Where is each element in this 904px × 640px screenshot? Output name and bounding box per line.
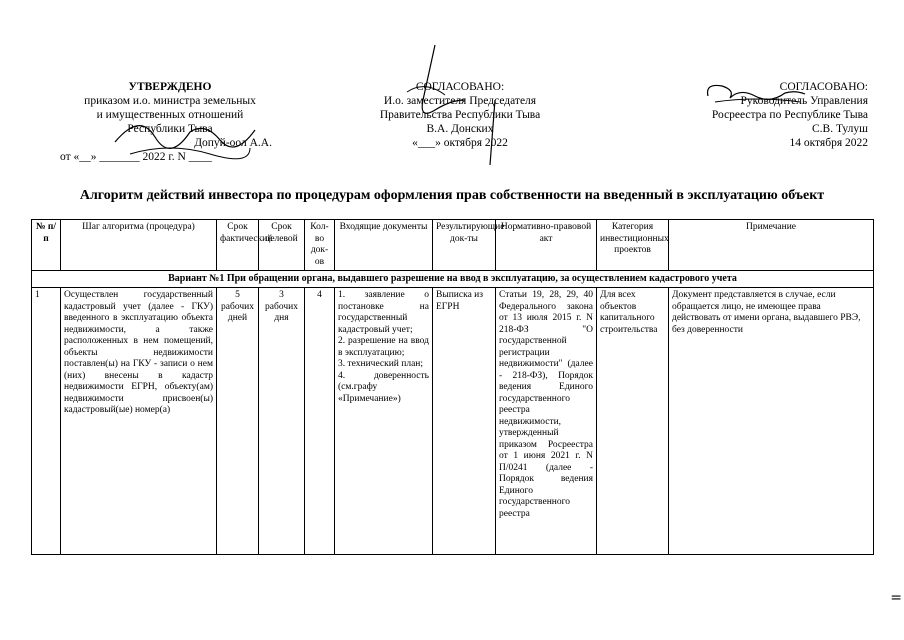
approval-middle-line: «___» октября 2022 [412,137,508,149]
approval-left-heading: УТВЕРЖДЕНО [128,81,212,93]
approval-middle-line: Правительства Республики Тыва [379,109,541,121]
header-cell: Входящие документы [335,220,433,271]
approval-left-line: и имущественных отношений [96,109,244,121]
cell-count: 4 [305,288,335,555]
approval-middle-line: И.о. заместителя Председателя [383,95,537,107]
approval-left-line: приказом и.о. министра земельных [84,95,256,107]
approval-left-line: от «__» _______ 2022 г. N ____ [60,151,212,163]
cell-category: Для всех объектов капитального строительства [597,288,669,555]
approval-left-line: Республики Тыва [127,123,213,135]
header-cell: Срок фактический [217,220,259,271]
header-cell: Срок целевой [259,220,305,271]
table-row [32,288,874,555]
cell-docs [335,288,433,555]
header-cell: Шаг алгоритма (процедура) [61,220,217,271]
doc-item: 2. разрешение на ввод в эксплуатацию; [338,336,429,358]
cell-actual: 5 рабочих дней [217,288,259,555]
doc-item: 1. заявление о постановке на государственный кадастровый учет; [338,290,429,335]
header-cell: Результирующие док-ты [433,220,496,271]
variant-label: Вариант №1 При обращении органа, выдавшего разрешение на ввод в эксплуатацию, за осуществлением кадастрового учета [32,271,874,288]
header-cell: Кол-во док-ов [305,220,335,271]
header-cell: Примечание [669,220,874,271]
approval-left-line: Допуй-оол А.А. [194,137,272,149]
signature-left [110,102,260,162]
approval-right-line: С.В. Тулуш [811,123,868,135]
doc-item: 3. технический план; [338,359,424,369]
page-edge-mark: = [890,590,902,606]
cell-result: Выписка из ЕГРН [433,288,496,555]
header-cell: № п/п [32,220,61,271]
signature-right [700,78,810,108]
approval-right-line: Руководитель Управления [740,95,868,107]
algorithm-table [31,219,874,555]
cell-target: 3 рабочих дня [259,288,305,555]
cell-num: 1 [32,288,61,555]
cell-note: Документ представляется в случае, если обращается лицо, не имеющее права действовать от имени органа, выдавшего РВЭ, без доверенности [669,288,874,555]
variant-row [32,271,874,288]
table-header-row [32,220,874,271]
header-cell: Категория инвестиционных проектов [597,220,669,271]
cell-law: Статьи 19, 28, 29, 40 Федерального закона от 13 июля 2015 г. N 218-ФЗ "О государственной регистрации недвижимости" (далее - 218-ФЗ), Порядок ведения Единого государственного реестра недвижимости, утвержденный приказом Росреестра от 1 июня 2021 г. N П/0241 (далее - Порядок ведения Единого государственного реестра [496,288,597,555]
signature-middle [395,40,535,170]
header-cell: Нормативно-правовой акт [496,220,597,271]
approval-middle-heading: СОГЛАСОВАНО: [415,81,505,93]
cell-step: Осуществлен государственный кадастровый учет (далее - ГКУ) введенного в эксплуатацию объекта недвижимости, а также расположенных в нем помещений, объекты недвижимости поставлен(ы) на ГКУ - записи о нем (них) внесены в кадастр недвижимости ЕГРН, объекту(ам) недвижимости присвоен(ы) кадастровый(ые) номер(а) [61,288,217,555]
doc-item: 4. доверенность (см.графу «Примечание») [338,370,429,404]
approval-right-heading: СОГЛАСОВАНО: [779,81,868,93]
approval-right-line: Росреестра по Республике Тыва [711,109,868,121]
document-title: Алгоритм действий инвестора по процедурам оформления прав собственности на введенный в эксплуатацию объект [79,188,825,203]
approval-right-line: 14 октября 2022 [789,137,868,149]
approval-middle-line: В.А. Донских [426,123,494,135]
